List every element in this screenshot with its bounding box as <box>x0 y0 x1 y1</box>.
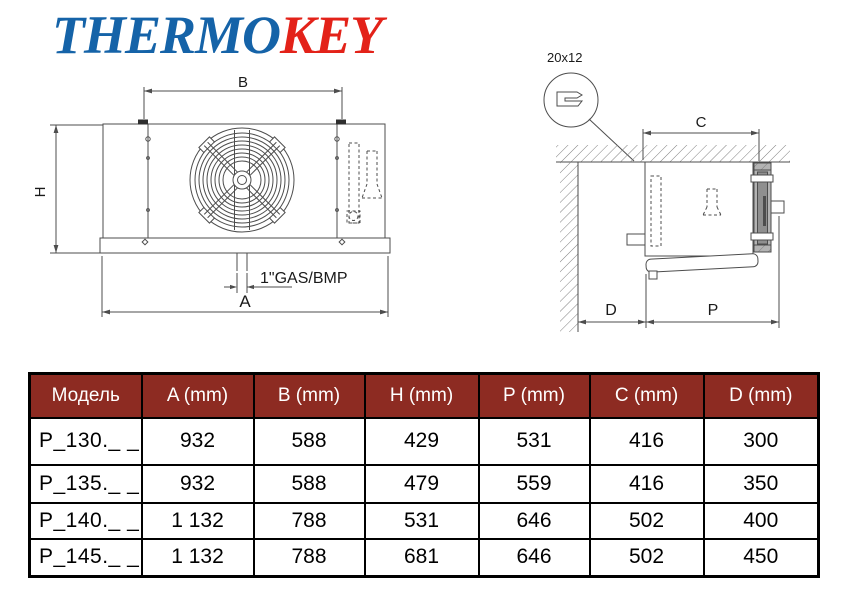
table-row <box>30 418 819 465</box>
table-cell: 531 <box>365 503 479 539</box>
table-body <box>30 418 819 577</box>
label-b: B <box>237 74 249 91</box>
front-view-drawing <box>32 70 445 335</box>
cooler-side-body <box>627 162 753 256</box>
table-cell: 788 <box>254 503 365 539</box>
table-cell: 588 <box>254 418 365 465</box>
table-cell: 502 <box>590 539 704 577</box>
logo-thermo-text: THERMO <box>52 5 281 65</box>
table-row <box>30 503 819 539</box>
table-cell: 1 132 <box>142 503 254 539</box>
column-header-model: Модель <box>30 374 142 418</box>
column-header-b: B (mm) <box>254 374 365 418</box>
model-cell: P_135._ _ <box>30 465 142 503</box>
model-cell: P_130._ _ <box>30 418 142 465</box>
table-cell: 646 <box>479 503 590 539</box>
ceiling-hatch <box>556 145 790 162</box>
table-cell: 350 <box>704 465 819 503</box>
pipe-stub <box>627 234 645 245</box>
logo-key-text: KEY <box>280 5 383 65</box>
table-cell: 416 <box>590 418 704 465</box>
table-row <box>30 465 819 503</box>
table-cell: 788 <box>254 539 365 577</box>
mounting-tab-right <box>336 120 346 125</box>
table-cell: 646 <box>479 539 590 577</box>
table-cell: 1 132 <box>142 539 254 577</box>
table-cell: 479 <box>365 465 479 503</box>
model-cell: P_140._ _ <box>30 503 142 539</box>
mounting-tab-left <box>138 120 148 125</box>
table-cell: 531 <box>479 418 590 465</box>
dimensions-table <box>28 372 820 578</box>
table-row <box>30 539 819 577</box>
side-drip-tray <box>646 254 759 279</box>
dimension-h <box>50 125 103 253</box>
drain-tray <box>100 238 390 253</box>
table-cell: 932 <box>142 418 254 465</box>
table-cell: 450 <box>704 539 819 577</box>
table-cell: 559 <box>479 465 590 503</box>
column-header-p: P (mm) <box>479 374 590 418</box>
column-header-h: H (mm) <box>365 374 479 418</box>
column-header-d: D (mm) <box>704 374 819 418</box>
table-cell: 502 <box>590 503 704 539</box>
table-cell: 588 <box>254 465 365 503</box>
label-d: D <box>605 302 617 319</box>
drain-connection-label: 1"GAS/BMP <box>260 270 348 287</box>
label-c: C <box>695 114 707 131</box>
model-cell: P_145._ _ <box>30 539 142 577</box>
table-cell: 932 <box>142 465 254 503</box>
table-header <box>30 374 819 418</box>
clip-size-label: 20x12 <box>547 50 583 65</box>
column-header-c: C (mm) <box>590 374 704 418</box>
side-view-drawing <box>525 38 815 348</box>
label-p: P <box>707 302 719 319</box>
label-a: A <box>239 292 251 311</box>
table-cell: 300 <box>704 418 819 465</box>
drain-pipe <box>237 253 247 271</box>
table-cell: 416 <box>590 465 704 503</box>
dimension-b <box>144 87 342 119</box>
table-cell: 429 <box>365 418 479 465</box>
header-row <box>30 374 819 418</box>
table-cell: 681 <box>365 539 479 577</box>
column-header-a: A (mm) <box>142 374 254 418</box>
label-h: H <box>32 186 49 198</box>
mounting-clip-profile <box>557 92 582 106</box>
table-cell: 400 <box>704 503 819 539</box>
wall-hatch <box>560 162 578 332</box>
thermokey-logo <box>52 6 382 65</box>
